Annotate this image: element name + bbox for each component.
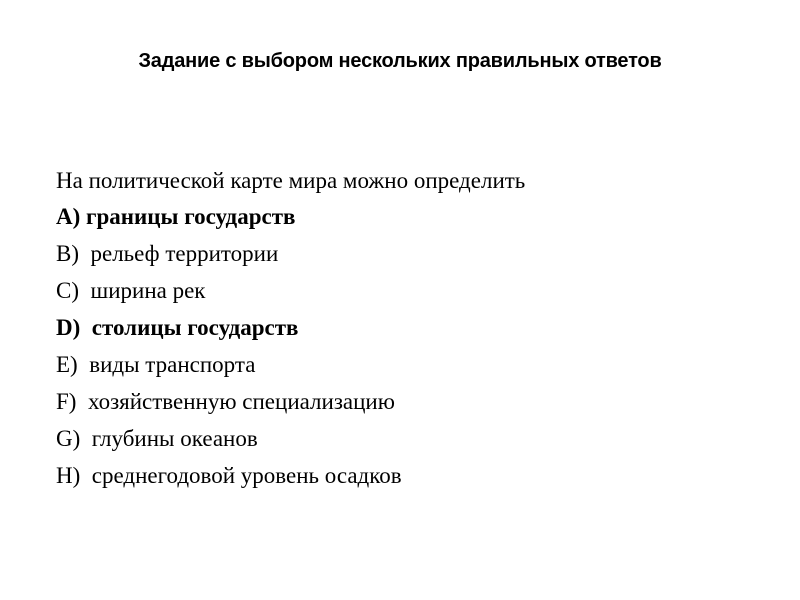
- option-separator: [79, 241, 91, 266]
- option-letter: A): [56, 204, 81, 229]
- option-separator: [80, 426, 92, 451]
- option-letter: G): [56, 426, 81, 451]
- option-letter: H): [56, 463, 81, 488]
- option-letter: E): [56, 352, 78, 377]
- answer-option-g: [56, 424, 402, 461]
- option-text: столицы государств: [91, 315, 299, 340]
- answer-option-e: [56, 350, 402, 387]
- option-letter: D): [56, 315, 81, 340]
- question-text: На политической карте мира можно определить: [56, 168, 526, 193]
- answer-option-b: [56, 239, 402, 276]
- option-text: рельеф территории: [90, 241, 279, 266]
- answer-option-f: [56, 387, 402, 424]
- option-text: границы государств: [86, 204, 296, 229]
- option-separator: [76, 389, 88, 414]
- answer-option-d: [56, 313, 402, 350]
- option-text: среднегодовой уровень осадков: [91, 463, 402, 488]
- option-letter: C): [56, 278, 79, 303]
- answer-option-h: [56, 461, 402, 498]
- option-text: хозяйственную специализацию: [87, 389, 395, 414]
- option-letter: B): [56, 241, 79, 266]
- option-separator: [78, 352, 90, 377]
- answer-options-list: [56, 202, 402, 498]
- option-text: виды транспорта: [89, 352, 256, 377]
- option-separator: [80, 315, 92, 340]
- option-text: ширина рек: [90, 278, 206, 303]
- answer-option-c: [56, 276, 402, 313]
- answer-option-a: [56, 202, 402, 239]
- option-letter: F): [56, 389, 77, 414]
- slide-title: Задание с выбором нескольких правильных ответов: [138, 50, 662, 72]
- option-separator: [79, 278, 91, 303]
- option-separator: [80, 463, 92, 488]
- option-text: глубины океанов: [91, 426, 258, 451]
